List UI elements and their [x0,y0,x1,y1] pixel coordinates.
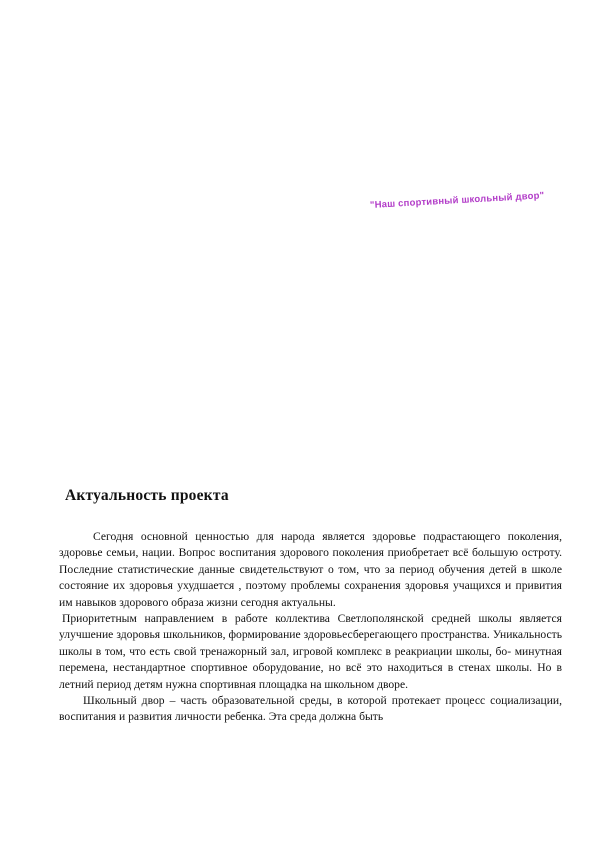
paragraph-schoolyard: Школьный двор – часть образовательной среды, в которой протекает процесс социализации, воспитания и развития личности ребенка. Эта среда должна быть [59,694,562,724]
paragraph-priority: Приоритетным направлением в работе коллектива Светлополянской средней школы является улучшение здоровья школьников, формирование здоровьесберегающего пространства. Уникальность школы в том, что есть свой тренажорный зал, игровой комплекс в реакриации школы, бо- минутная перемена, нестандартное спортивное оборудование, но всё это находиться в стенах школы. Но в летний период детям нужна спортивная площадка на школьном дворе. [59,612,562,691]
body-text [59,529,562,726]
wordart-project-title: "Наш спортивный школьный двор" [369,190,545,211]
paragraph-intro: Сегодня основной ценностью для народа является здоровье подрастающего поколения, здоровье семьи, нации. Вопрос воспитания здорового поколения приобретает всё большую остроту. Последние статистические данные свидетельствуют о том, что за период обучения детей в школе состояние их здоровья ухудшается , поэтому проблемы сохранения здоровья учащихся и привития им навыков здорового образа жизни сегодня актуальны. [59,530,562,609]
section-title: Актуальность проекта [65,487,229,504]
